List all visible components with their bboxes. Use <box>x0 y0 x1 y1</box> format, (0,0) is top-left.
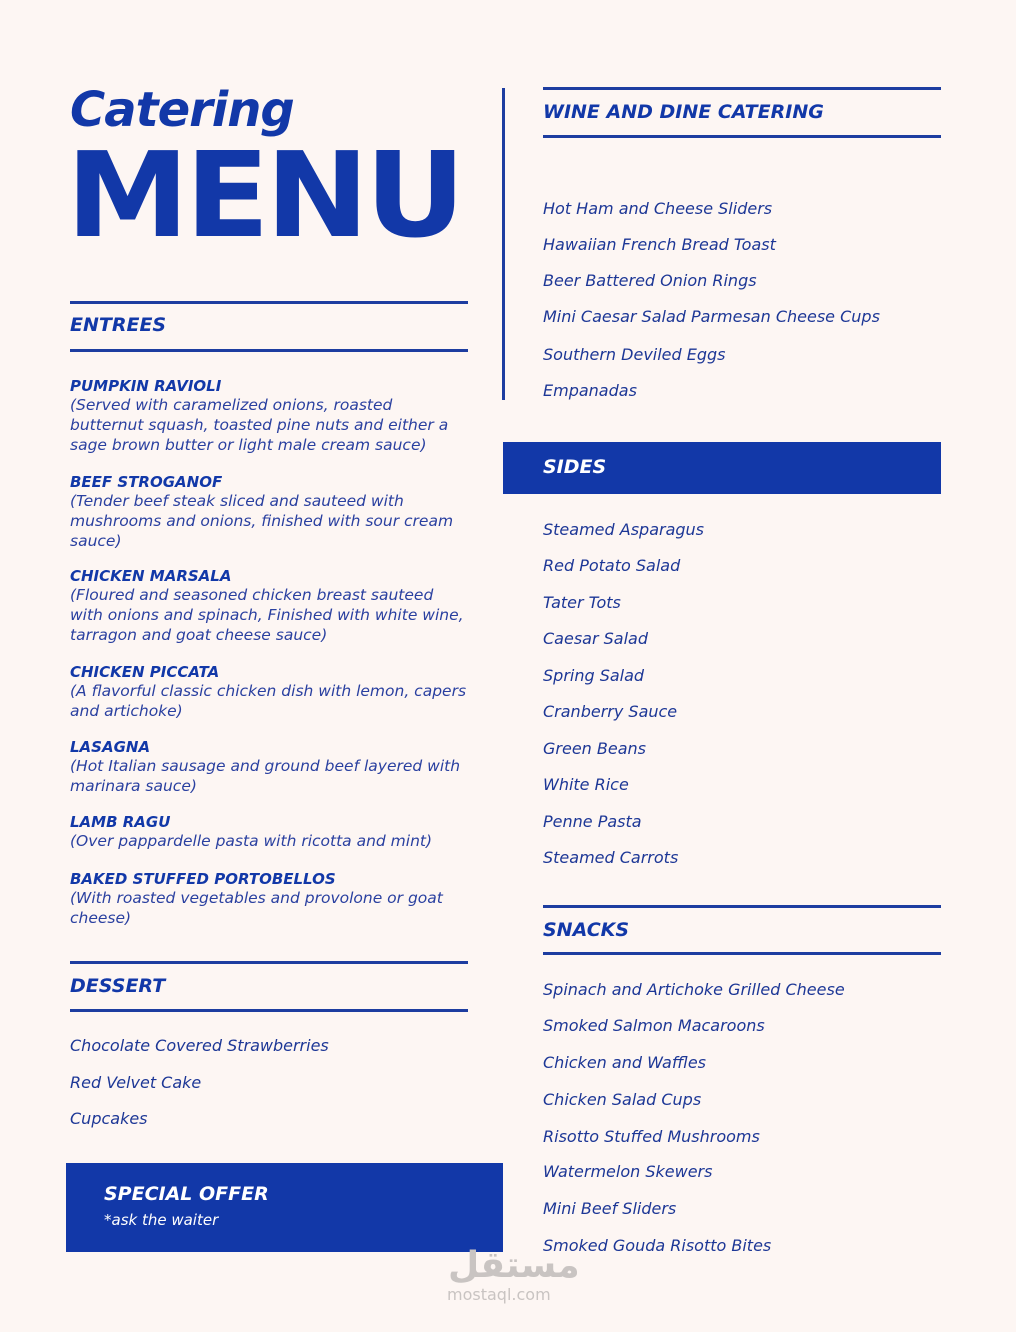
wine-dine-item: Hot Ham and Cheese Sliders <box>543 199 773 218</box>
dessert-item: Chocolate Covered Strawberries <box>70 1036 329 1055</box>
wine-dine-bottom-rule <box>543 135 941 138</box>
snack-item: Smoked Gouda Risotto Bites <box>543 1236 772 1255</box>
entree-item <box>70 738 470 796</box>
snack-item: Mini Beef Sliders <box>543 1199 677 1218</box>
side-item: Red Potato Salad <box>543 556 681 575</box>
entree-name: BAKED STUFFED PORTOBELLOS <box>70 870 336 888</box>
snacks-heading: SNACKS <box>543 919 630 941</box>
entree-name: CHICKEN MARSALA <box>70 567 232 585</box>
side-item: Penne Pasta <box>543 812 642 831</box>
snack-item: Chicken Salad Cups <box>543 1090 702 1109</box>
dessert-bottom-rule <box>70 1009 468 1012</box>
entree-description: (Tender beef steak sliced and sauteed with mushrooms and onions, finished with sour cream sauce) <box>70 492 454 550</box>
entree-description: (With roasted vegetables and provolone or goat cheese) <box>70 889 443 927</box>
entree-item <box>70 377 470 455</box>
wine-dine-item: Hawaiian French Bread Toast <box>543 235 776 254</box>
entree-description: (Floured and seasoned chicken breast sauteed with onions and spinach, Finished with white wine, tarragon and goat cheese sauce) <box>70 586 464 644</box>
snack-item: Spinach and Artichoke Grilled Cheese <box>543 980 845 999</box>
menu-big-title: MENU <box>66 126 462 264</box>
column-divider <box>502 88 505 400</box>
wine-dine-item: Southern Deviled Eggs <box>543 345 726 364</box>
watermark-latin: mostaql.com <box>447 1285 551 1304</box>
entree-item <box>70 663 470 721</box>
side-item: Steamed Asparagus <box>543 520 705 539</box>
entree-name: CHICKEN PICCATA <box>70 663 220 681</box>
special-offer-subtitle: *ask the waiter <box>104 1211 219 1229</box>
special-offer-title: SPECIAL OFFER <box>104 1183 269 1205</box>
sides-heading-bar <box>503 442 941 494</box>
entree-description: (A flavorful classic chicken dish with lemon, capers and artichoke) <box>70 682 467 720</box>
side-item: Caesar Salad <box>543 629 648 648</box>
entree-item <box>70 473 470 551</box>
side-item: Steamed Carrots <box>543 848 679 867</box>
watermark-arabic: مستقل <box>448 1245 580 1286</box>
snacks-top-rule <box>543 905 941 908</box>
entree-name: LAMB RAGU <box>70 813 171 831</box>
side-item: White Rice <box>543 775 629 794</box>
snack-item: Risotto Stuffed Mushrooms <box>543 1127 760 1146</box>
snack-item: Chicken and Waffles <box>543 1053 706 1072</box>
dessert-top-rule <box>70 961 468 964</box>
dessert-item: Red Velvet Cake <box>70 1073 202 1092</box>
entree-name: BEEF STROGANOF <box>70 473 223 491</box>
entree-item <box>70 567 470 645</box>
entree-description: (Served with caramelized onions, roasted butternut squash, toasted pine nuts and either a sage brown butter or light male cream sauce) <box>70 396 449 454</box>
wine-dine-item: Beer Battered Onion Rings <box>543 271 757 290</box>
entree-item <box>70 870 470 928</box>
entree-description: (Hot Italian sausage and ground beef layered with marinara sauce) <box>70 757 461 795</box>
entrees-bottom-rule <box>70 349 468 352</box>
wine-dine-item: Empanadas <box>543 381 637 400</box>
side-item: Tater Tots <box>543 593 621 612</box>
side-item: Cranberry Sauce <box>543 702 678 721</box>
snacks-bottom-rule <box>543 952 941 955</box>
dessert-item: Cupcakes <box>70 1109 148 1128</box>
sides-heading: SIDES <box>543 456 607 478</box>
wine-dine-heading: WINE AND DINE CATERING <box>543 101 824 123</box>
side-item: Green Beans <box>543 739 646 758</box>
special-offer-banner <box>66 1163 503 1252</box>
snack-item: Watermelon Skewers <box>543 1162 713 1181</box>
side-item: Spring Salad <box>543 666 645 685</box>
snack-item: Smoked Salmon Macaroons <box>543 1016 765 1035</box>
entrees-top-rule <box>70 301 468 304</box>
wine-dine-item: Mini Caesar Salad Parmesan Cheese Cups <box>543 307 880 326</box>
entree-name: LASAGNA <box>70 738 151 756</box>
entree-name: PUMPKIN RAVIOLI <box>70 377 222 395</box>
dessert-heading: DESSERT <box>70 975 166 997</box>
entree-item <box>70 813 470 851</box>
wine-dine-top-rule <box>543 87 941 90</box>
entree-description: (Over pappardelle pasta with ricotta and mint) <box>70 832 433 850</box>
menu-script-title: Catering <box>70 82 294 138</box>
entrees-heading: ENTREES <box>70 314 167 336</box>
